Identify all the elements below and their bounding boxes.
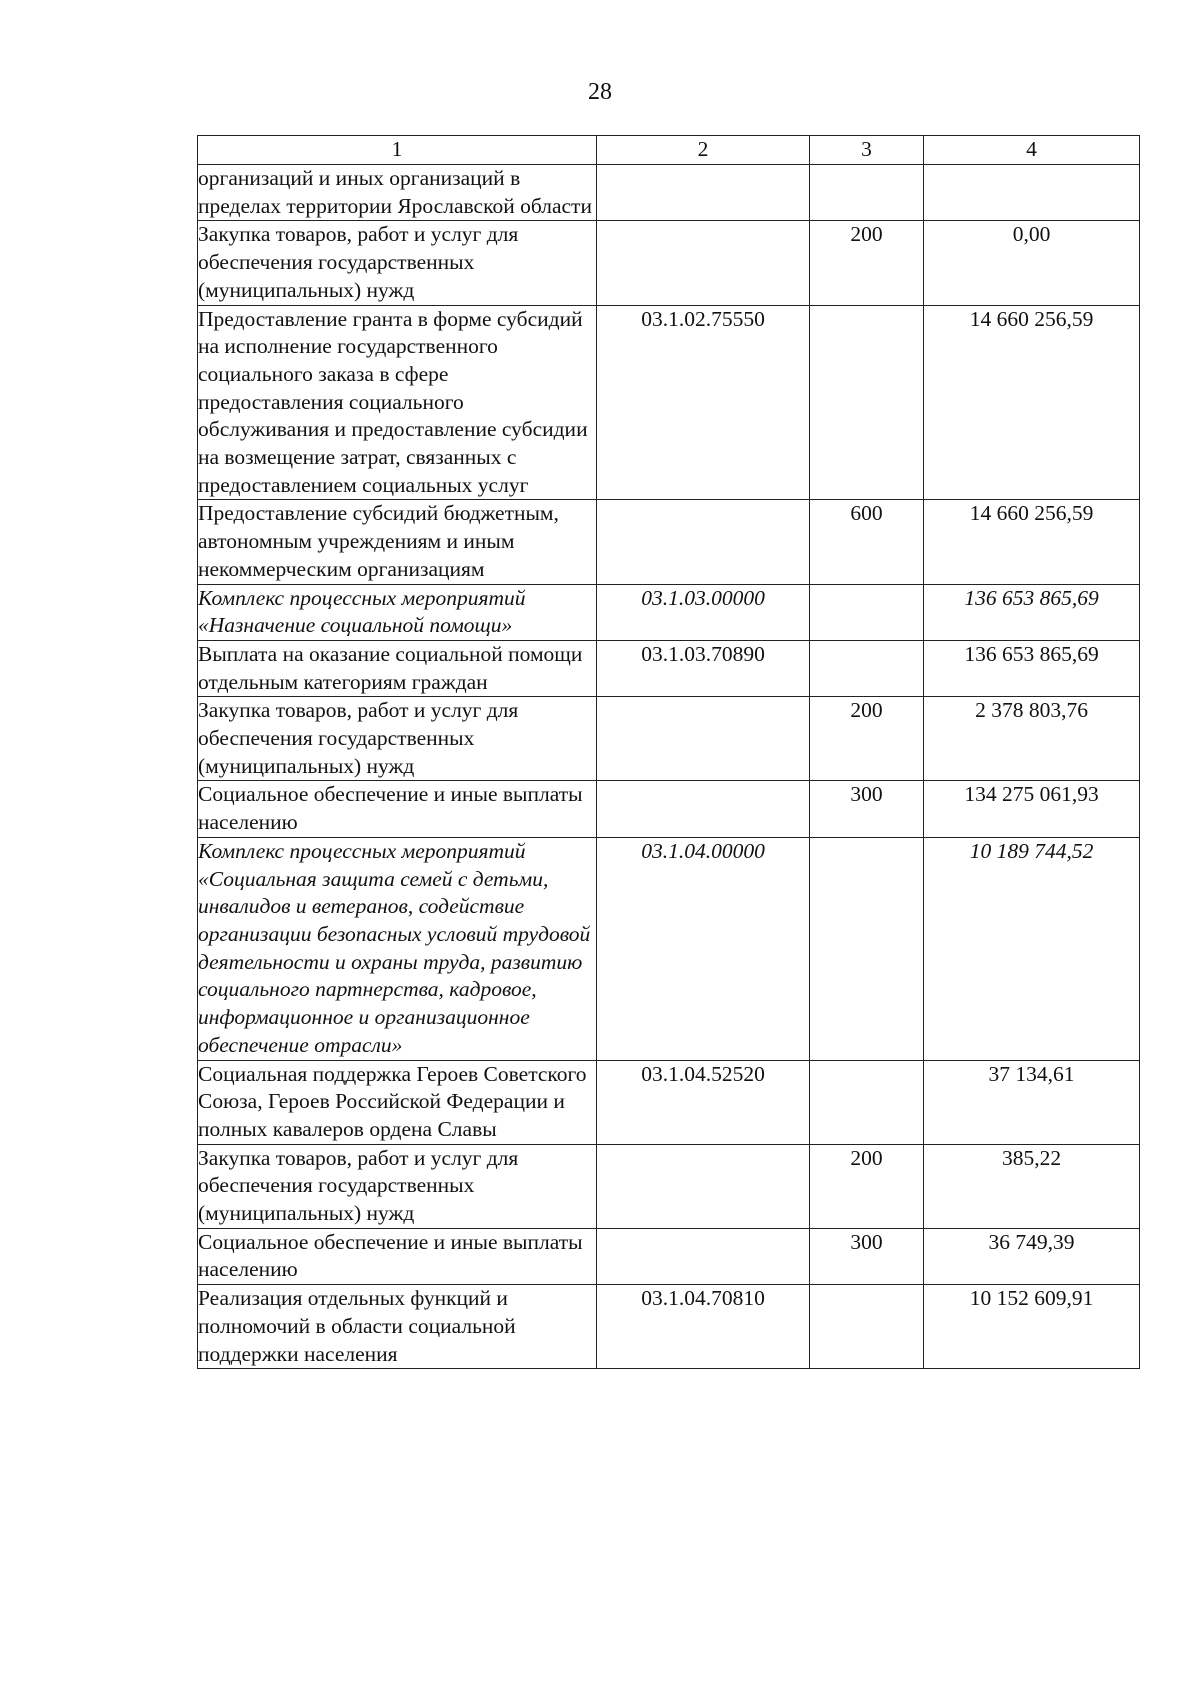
- row-expense-type: 200: [810, 221, 924, 305]
- table-row: [198, 500, 1140, 584]
- table-row: [198, 1144, 1140, 1228]
- row-name: Социальное обеспечение и иные выплаты населению: [198, 781, 597, 837]
- row-amount: 10 189 744,52: [924, 837, 1140, 1060]
- row-code: 03.1.04.52520: [597, 1060, 810, 1144]
- column-header-2: 2: [597, 136, 810, 165]
- row-amount: 0,00: [924, 221, 1140, 305]
- table-row: [198, 1060, 1140, 1144]
- row-amount: 385,22: [924, 1144, 1140, 1228]
- row-code: [597, 1144, 810, 1228]
- row-expense-type: [810, 640, 924, 696]
- row-amount: 134 275 061,93: [924, 781, 1140, 837]
- row-amount: [924, 165, 1140, 221]
- row-expense-type: [810, 837, 924, 1060]
- row-code: [597, 697, 810, 781]
- row-name: Социальная поддержка Героев Советского Союза, Героев Российской Федерации и полных кавалеров ордена Славы: [198, 1060, 597, 1144]
- table-row: [198, 640, 1140, 696]
- row-code: 03.1.04.70810: [597, 1285, 810, 1369]
- row-expense-type: 300: [810, 1228, 924, 1284]
- row-name: Предоставление гранта в форме субсидий на исполнение государственного социального заказа в сфере предоставления социального обслуживания и предоставление субсидии на возмещение затрат, связанных с предоставлением социальных услуг: [198, 305, 597, 500]
- table-row: [198, 305, 1140, 500]
- table-header-row: [198, 136, 1140, 165]
- table-row: [198, 1285, 1140, 1369]
- row-expense-type: [810, 165, 924, 221]
- row-code: [597, 1228, 810, 1284]
- table-row: [198, 165, 1140, 221]
- row-name: Выплата на оказание социальной помощи отдельным категориям граждан: [198, 640, 597, 696]
- row-expense-type: 200: [810, 697, 924, 781]
- row-name: Комплекс процессных мероприятий «Назначение социальной помощи»: [198, 584, 597, 640]
- row-name: организаций и иных организаций в пределах территории Ярославской области: [198, 165, 597, 221]
- row-expense-type: [810, 1060, 924, 1144]
- row-name: Закупка товаров, работ и услуг для обеспечения государственных (муниципальных) нужд: [198, 221, 597, 305]
- row-code: 03.1.02.75550: [597, 305, 810, 500]
- row-expense-type: 200: [810, 1144, 924, 1228]
- row-code: 03.1.03.00000: [597, 584, 810, 640]
- row-name: Закупка товаров, работ и услуг для обеспечения государственных (муниципальных) нужд: [198, 697, 597, 781]
- row-expense-type: [810, 1285, 924, 1369]
- row-code: [597, 781, 810, 837]
- row-expense-type: [810, 305, 924, 500]
- row-name: Социальное обеспечение и иные выплаты населению: [198, 1228, 597, 1284]
- row-code: 03.1.04.00000: [597, 837, 810, 1060]
- row-code: 03.1.03.70890: [597, 640, 810, 696]
- column-header-4: 4: [924, 136, 1140, 165]
- column-header-1: 1: [198, 136, 597, 165]
- row-expense-type: [810, 584, 924, 640]
- table-row: [198, 781, 1140, 837]
- page-number: 28: [588, 79, 612, 105]
- column-header-3: 3: [810, 136, 924, 165]
- row-expense-type: 300: [810, 781, 924, 837]
- table-row: [198, 221, 1140, 305]
- table-row-program-complex: [198, 837, 1140, 1060]
- row-amount: 2 378 803,76: [924, 697, 1140, 781]
- row-amount: 14 660 256,59: [924, 500, 1140, 584]
- row-amount: 136 653 865,69: [924, 640, 1140, 696]
- row-code: [597, 165, 810, 221]
- row-name: Реализация отдельных функций и полномочий в области социальной поддержки населения: [198, 1285, 597, 1369]
- row-name: Предоставление субсидий бюджетным, автономным учреждениям и иным некоммерческим организациям: [198, 500, 597, 584]
- budget-table: [197, 135, 1140, 1369]
- row-amount: 136 653 865,69: [924, 584, 1140, 640]
- table-row: [198, 697, 1140, 781]
- table-row-program-complex: [198, 584, 1140, 640]
- row-name: Закупка товаров, работ и услуг для обеспечения государственных (муниципальных) нужд: [198, 1144, 597, 1228]
- row-code: [597, 500, 810, 584]
- row-amount: 37 134,61: [924, 1060, 1140, 1144]
- row-amount: 36 749,39: [924, 1228, 1140, 1284]
- row-name: Комплекс процессных мероприятий «Социальная защита семей с детьми, инвалидов и ветеранов, содействие организации безопасных условий трудовой деятельности и охраны труда, развитию социального партнерства, кадровое, информационное и организационное обеспечение отрасли»: [198, 837, 597, 1060]
- row-amount: 14 660 256,59: [924, 305, 1140, 500]
- row-code: [597, 221, 810, 305]
- row-expense-type: 600: [810, 500, 924, 584]
- row-amount: 10 152 609,91: [924, 1285, 1140, 1369]
- table-row: [198, 1228, 1140, 1284]
